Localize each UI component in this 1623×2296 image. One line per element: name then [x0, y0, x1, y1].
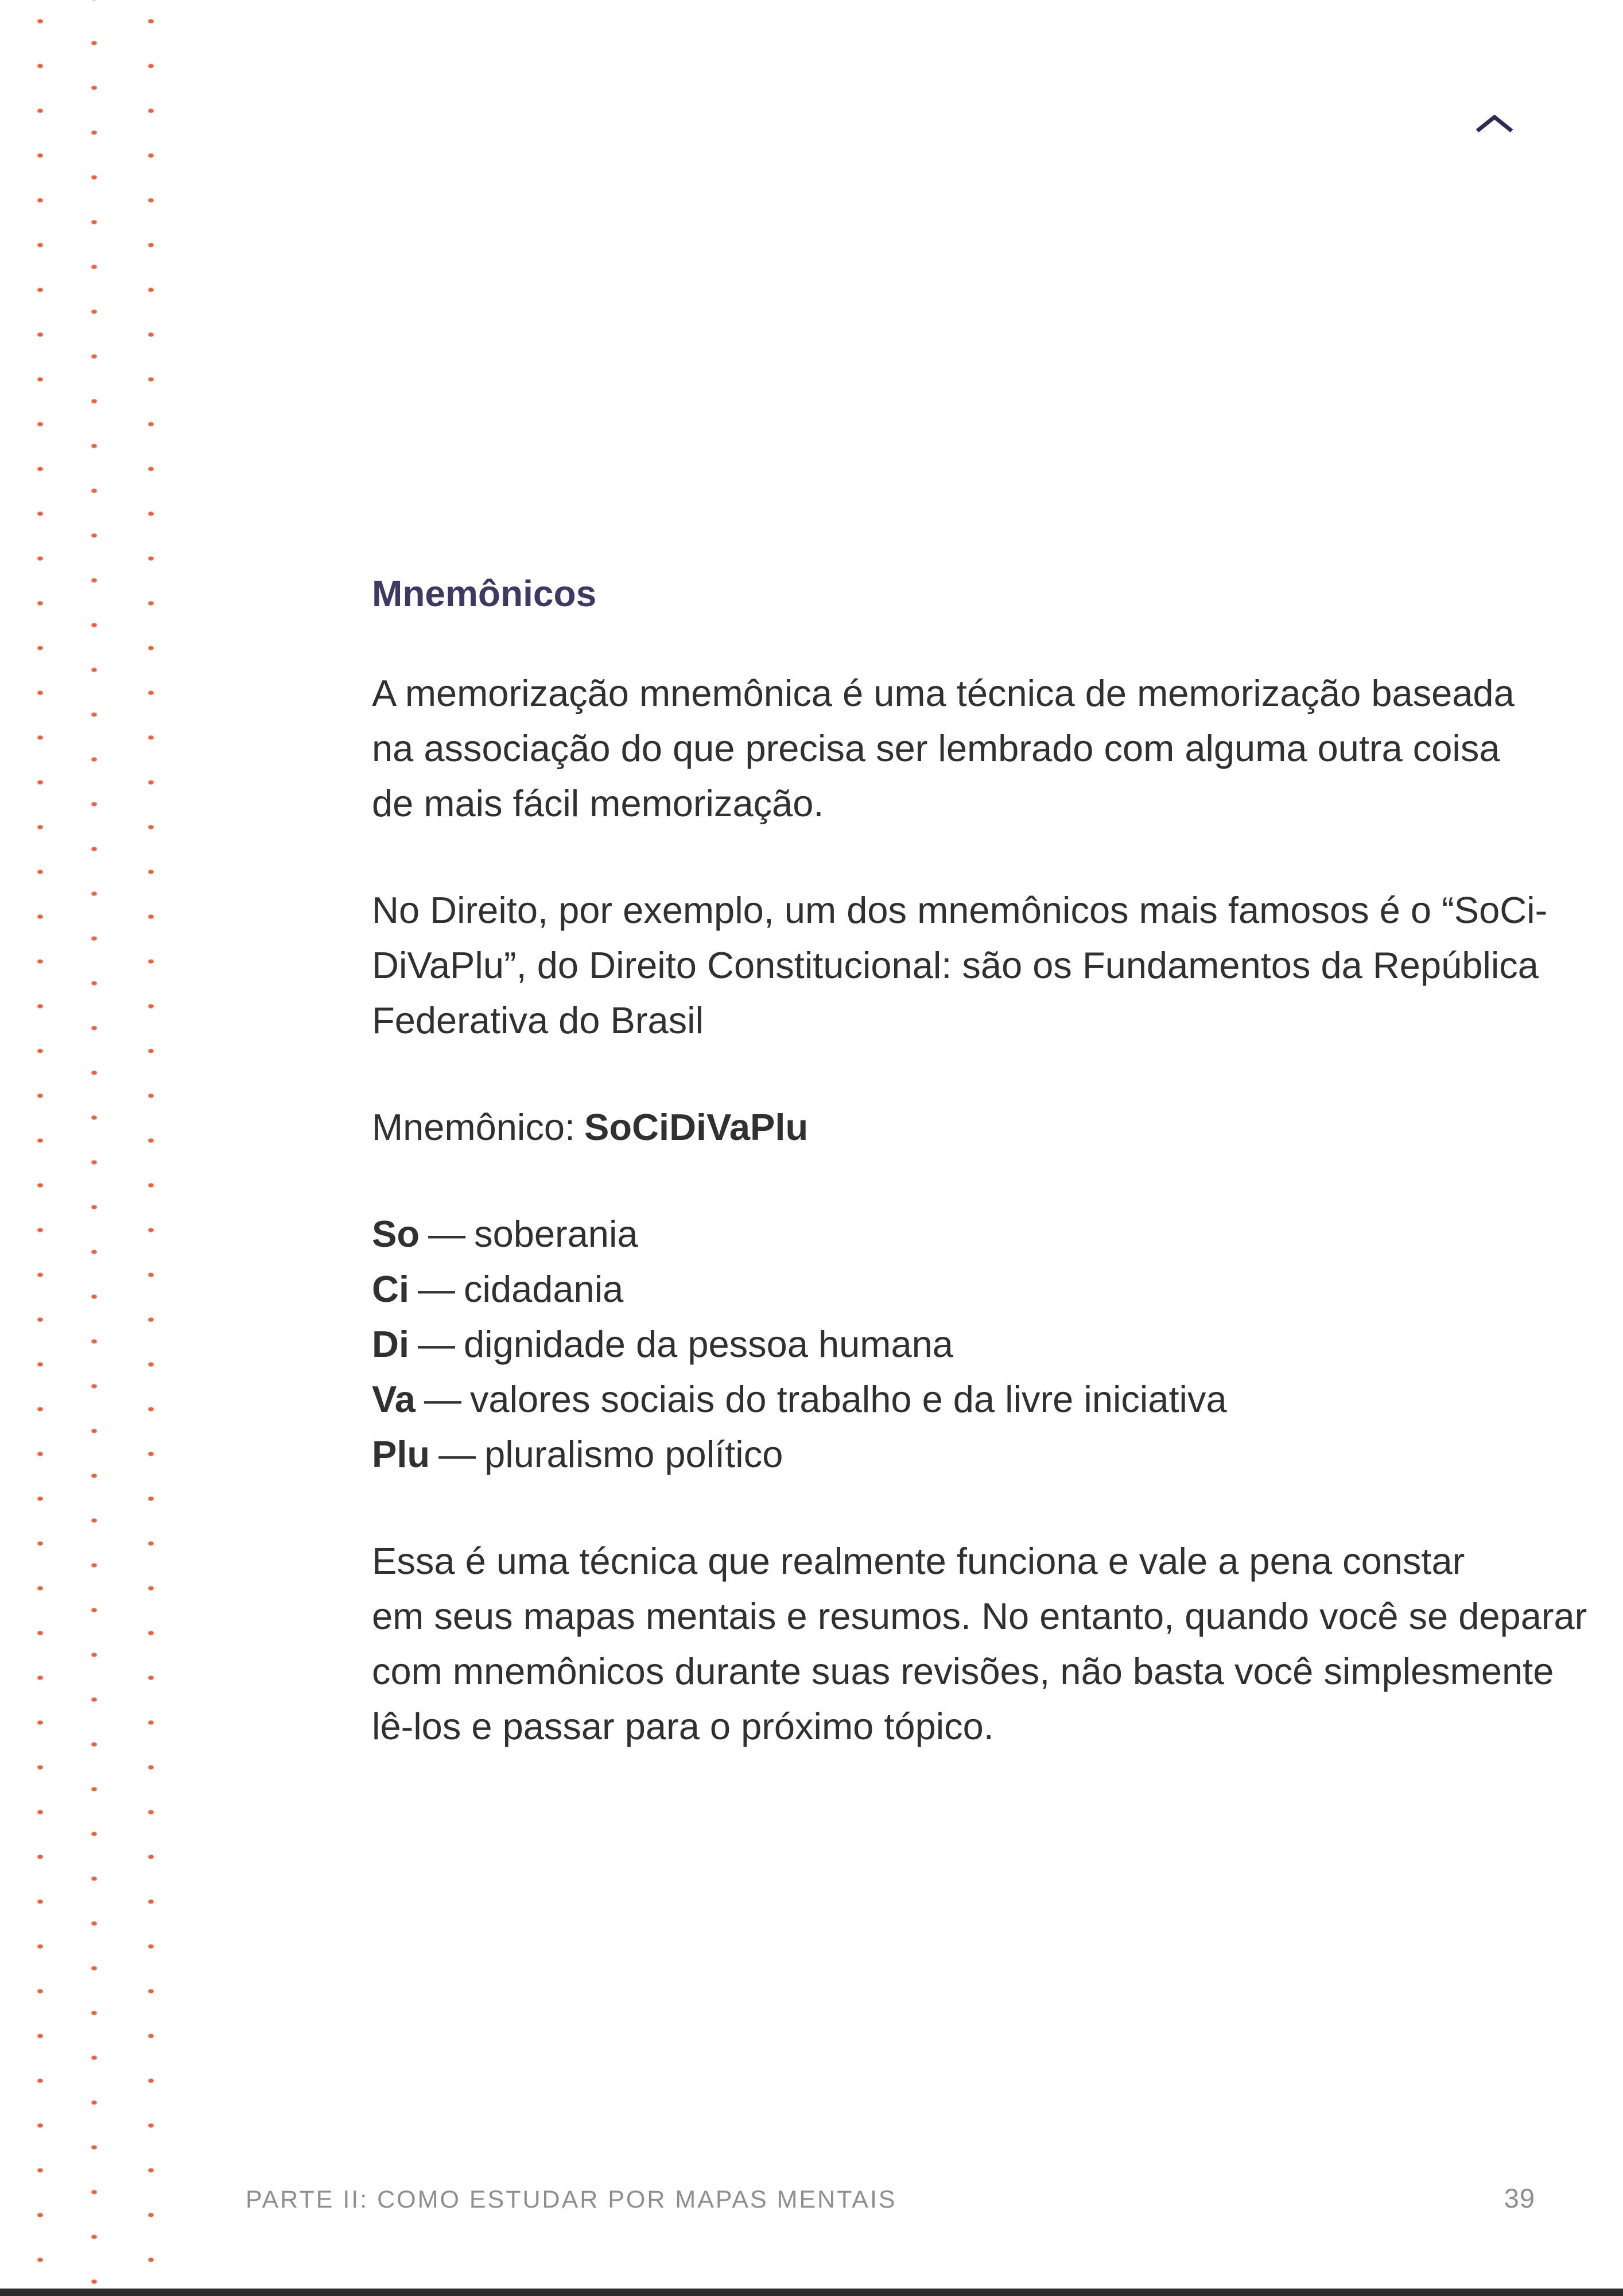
- mnemonic-item-dash: —: [424, 1378, 461, 1420]
- chevron-up-icon: [1475, 114, 1514, 134]
- mnemonic-item-abbr: Di: [372, 1323, 409, 1365]
- paragraph-intro: [372, 666, 1543, 831]
- mnemonic-item-meaning: cidadania: [464, 1268, 624, 1310]
- mnemonic-item-abbr: So: [372, 1213, 420, 1255]
- page-footer: [246, 2182, 1535, 2214]
- mnemonic-item-abbr: Va: [372, 1378, 416, 1420]
- section-heading: Mnemônicos: [372, 573, 597, 614]
- mnemonic-item-meaning: pluralismo político: [484, 1433, 783, 1475]
- mnemonic-item-abbr: Plu: [372, 1433, 430, 1475]
- text-line: de mais fácil memorização.: [372, 782, 824, 824]
- mnemonic-list: [372, 1207, 1543, 1482]
- mnemonic-item-meaning: valores sociais do trabalho e da livre iniciativa: [469, 1378, 1227, 1420]
- mnemonic-item-abbr: Ci: [372, 1268, 409, 1310]
- bottom-bar: [0, 2289, 1623, 2296]
- paragraph-example: [372, 883, 1548, 1048]
- page-content: [372, 573, 1587, 1754]
- text-line: Federativa do Brasil: [372, 999, 704, 1041]
- mnemonic-item-dash: —: [438, 1433, 476, 1475]
- mnemonic-item: [372, 1317, 1543, 1372]
- mnemonic-item: [372, 1262, 1543, 1317]
- text-line: No Direito, por exemplo, um dos mnemônicos mais famosos é o “SoCi-: [372, 889, 1548, 931]
- text-line: DiVaPlu”, do Direito Constitucional: são os Fundamentos da República: [372, 944, 1539, 986]
- mnemonic-label: Mnemônico:: [372, 1106, 576, 1148]
- mnemonic-item-dash: —: [418, 1268, 455, 1310]
- text-line: em seus mapas mentais e resumos. No entanto, quando você se deparar: [372, 1595, 1587, 1637]
- dot-pattern: [0, 0, 172, 2296]
- mnemonic-item-dash: —: [418, 1323, 455, 1365]
- mnemonic-line: [372, 1100, 1543, 1155]
- text-line: Essa é uma técnica que realmente funciona e vale a pena constar: [372, 1540, 1465, 1582]
- text-line: na associação do que precisa ser lembrado com alguma outra coisa: [372, 727, 1500, 769]
- scroll-top-button[interactable]: [1473, 109, 1520, 139]
- paragraph-advice: [372, 1534, 1587, 1754]
- page-number: 39: [1504, 2183, 1535, 2213]
- mnemonic-item-meaning: dignidade da pessoa humana: [464, 1323, 953, 1365]
- text-line: com mnemônicos durante suas revisões, não basta você simplesmente: [372, 1650, 1554, 1692]
- text-line: A memorização mnemônica é uma técnica de memorização baseada: [372, 672, 1515, 714]
- mnemonic-item-meaning: soberania: [474, 1213, 638, 1255]
- text-line: lê-los e passar para o próximo tópico.: [372, 1705, 994, 1747]
- mnemonic-item: [372, 1372, 1543, 1427]
- mnemonic-value: SoCiDiVaPlu: [584, 1106, 809, 1148]
- mnemonic-item: [372, 1207, 1543, 1262]
- mnemonic-item-dash: —: [428, 1213, 466, 1255]
- mnemonic-item: [372, 1427, 1543, 1482]
- footer-section-title: PARTE II: COMO ESTUDAR POR MAPAS MENTAIS: [246, 2186, 897, 2213]
